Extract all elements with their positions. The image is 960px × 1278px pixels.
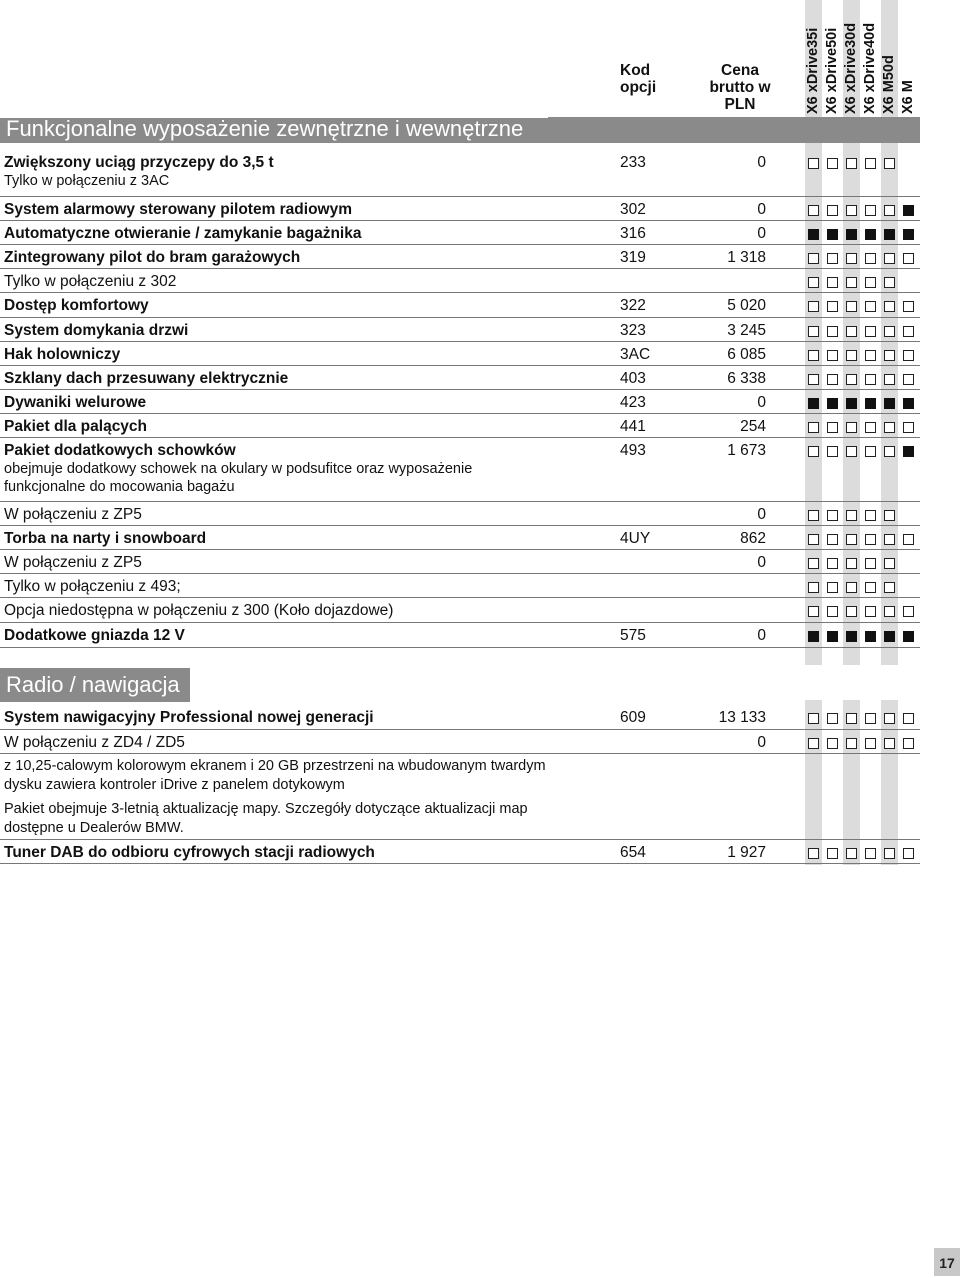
optional-equipment-marker (884, 534, 895, 545)
code-column-header: Kod opcji (620, 62, 657, 96)
option-price: 0 (757, 201, 766, 218)
option-code: 322 (620, 297, 646, 314)
option-code: 423 (620, 394, 646, 411)
optional-equipment-marker (884, 606, 895, 617)
optional-equipment-marker (903, 848, 914, 859)
optional-equipment-marker (865, 277, 876, 288)
optional-equipment-marker (884, 738, 895, 749)
option-price: 5 020 (727, 297, 766, 314)
optional-equipment-marker (884, 326, 895, 337)
option-price: 13 133 (718, 709, 766, 726)
optional-equipment-marker (846, 446, 857, 457)
option-code: 441 (620, 418, 646, 435)
model-name: X6 xDrive50i (823, 27, 840, 114)
optional-equipment-marker (846, 606, 857, 617)
standard-equipment-marker (808, 229, 819, 240)
optional-equipment-marker (865, 301, 876, 312)
option-label: System domykania drzwi (4, 322, 189, 339)
option-label: W połączeniu z ZD4 / ZD5 (4, 734, 185, 751)
optional-equipment-marker (827, 350, 838, 361)
option-label: Pakiet dla palących (4, 418, 148, 435)
option-row (0, 318, 920, 342)
optional-equipment-marker (865, 350, 876, 361)
optional-equipment-marker (808, 277, 819, 288)
optional-equipment-marker (808, 253, 819, 264)
option-price: 3 245 (727, 322, 766, 339)
optional-equipment-marker (808, 301, 819, 312)
optional-equipment-marker (884, 374, 895, 385)
optional-equipment-marker (827, 534, 838, 545)
optional-equipment-marker (903, 713, 914, 724)
standard-equipment-marker (903, 446, 914, 457)
optional-equipment-marker (903, 326, 914, 337)
optional-equipment-marker (884, 510, 895, 521)
optional-equipment-marker (846, 253, 857, 264)
optional-equipment-marker (865, 422, 876, 433)
option-price: 0 (757, 225, 766, 242)
model-name: X6 xDrive40d (861, 22, 878, 114)
optional-equipment-marker (865, 582, 876, 593)
model-name: X6 M50d (880, 55, 897, 114)
standard-equipment-marker (808, 631, 819, 642)
optional-equipment-marker (884, 253, 895, 264)
optional-equipment-marker (808, 738, 819, 749)
option-row (0, 502, 920, 526)
standard-equipment-marker (846, 631, 857, 642)
option-code: 403 (620, 370, 646, 387)
optional-equipment-marker (884, 422, 895, 433)
option-label: System alarmowy sterowany pilotem radiowym (4, 201, 353, 218)
optional-equipment-marker (846, 582, 857, 593)
optional-equipment-marker (808, 158, 819, 169)
row-divider (0, 647, 920, 648)
standard-equipment-marker (865, 229, 876, 240)
optional-equipment-marker (846, 558, 857, 569)
optional-equipment-marker (808, 848, 819, 859)
model-header (805, 4, 822, 112)
standard-equipment-marker (865, 398, 876, 409)
optional-equipment-marker (884, 205, 895, 216)
option-price: 862 (740, 530, 766, 547)
optional-equipment-marker (903, 301, 914, 312)
option-row (0, 550, 920, 574)
option-price: 6 338 (727, 370, 766, 387)
section-header (0, 118, 548, 143)
optional-equipment-marker (903, 253, 914, 264)
option-note: Tylko w połączeniu z 3AC (4, 173, 170, 189)
optional-equipment-marker (846, 534, 857, 545)
option-row (0, 754, 920, 797)
option-row (0, 623, 920, 648)
standard-equipment-marker (808, 398, 819, 409)
optional-equipment-marker (865, 158, 876, 169)
optional-equipment-marker (827, 326, 838, 337)
optional-equipment-marker (884, 558, 895, 569)
optional-equipment-marker (827, 848, 838, 859)
option-price: 0 (757, 734, 766, 751)
option-row (0, 269, 920, 293)
optional-equipment-marker (865, 558, 876, 569)
optional-equipment-marker (903, 534, 914, 545)
optional-equipment-marker (865, 326, 876, 337)
model-name: X6 xDrive30d (842, 22, 859, 114)
optional-equipment-marker (808, 350, 819, 361)
option-label: W połączeniu z ZP5 (4, 506, 142, 523)
option-row (0, 797, 920, 840)
option-label: Pakiet dodatkowych schowków (4, 442, 236, 459)
standard-equipment-marker (827, 631, 838, 642)
option-row (0, 438, 920, 502)
option-price: 0 (757, 506, 766, 523)
optional-equipment-marker (846, 350, 857, 361)
optional-equipment-marker (846, 205, 857, 216)
option-row (0, 150, 920, 197)
option-row (0, 705, 920, 730)
optional-equipment-marker (884, 446, 895, 457)
standard-equipment-marker (903, 229, 914, 240)
standard-equipment-marker (884, 229, 895, 240)
optional-equipment-marker (865, 510, 876, 521)
option-label: Automatyczne otwieranie / zamykanie bagażnika (4, 225, 362, 242)
option-label: z 10,25-calowym kolorowym ekranem i 20 GB przestrzeni na wbudowanym twardym dysku zawiera kontroler iDrive z panelem dotykowym (4, 758, 546, 793)
option-price: 1 318 (727, 249, 766, 266)
standard-equipment-marker (827, 398, 838, 409)
optional-equipment-marker (808, 713, 819, 724)
option-code: 302 (620, 201, 646, 218)
optional-equipment-marker (884, 350, 895, 361)
option-row (0, 526, 920, 550)
optional-equipment-marker (865, 713, 876, 724)
optional-equipment-marker (884, 301, 895, 312)
section-bar-extension (548, 117, 920, 143)
standard-equipment-marker (846, 398, 857, 409)
option-label: W połączeniu z ZP5 (4, 554, 142, 571)
option-label: Szklany dach przesuwany elektrycznie (4, 370, 289, 387)
option-label: Opcja niedostępna w połączeniu z 300 (Koło dojazdowe) (4, 602, 394, 619)
option-label: Hak holowniczy (4, 346, 121, 363)
option-price: 1 927 (727, 844, 766, 861)
option-label: Torba na narty i snowboard (4, 530, 207, 547)
optional-equipment-marker (846, 277, 857, 288)
standard-equipment-marker (884, 398, 895, 409)
optional-equipment-marker (827, 422, 838, 433)
option-price: 0 (757, 154, 766, 171)
optional-equipment-marker (884, 848, 895, 859)
optional-equipment-marker (903, 374, 914, 385)
model-header (900, 4, 917, 112)
optional-equipment-marker (827, 301, 838, 312)
section-header (0, 668, 190, 702)
optional-equipment-marker (827, 738, 838, 749)
optional-equipment-marker (846, 158, 857, 169)
standard-equipment-marker (827, 229, 838, 240)
option-code: 575 (620, 627, 646, 644)
row-divider (0, 863, 920, 864)
option-label: Pakiet obejmuje 3-letnią aktualizację mapy. Szczegóły dotyczące aktualizacji map dostępne u Dealerów BMW. (4, 801, 528, 836)
optional-equipment-marker (865, 374, 876, 385)
option-price: 254 (740, 418, 766, 435)
model-header (824, 4, 841, 112)
optional-equipment-marker (884, 582, 895, 593)
page-number: 17 (934, 1248, 960, 1276)
optional-equipment-marker (865, 253, 876, 264)
option-price: 0 (757, 394, 766, 411)
optional-equipment-marker (865, 848, 876, 859)
option-note: obejmuje dodatkowy schowek na okulary w podsufitce oraz wyposażenie funkcjonalne do mocowania bagażu (4, 461, 473, 495)
option-price: 1 673 (727, 442, 766, 459)
optional-equipment-marker (846, 374, 857, 385)
option-code: 319 (620, 249, 646, 266)
option-row (0, 414, 920, 438)
option-label: Tylko w połączeniu z 302 (4, 273, 177, 290)
optional-equipment-marker (827, 510, 838, 521)
optional-equipment-marker (846, 713, 857, 724)
section-title: Radio / nawigacja (6, 672, 180, 697)
optional-equipment-marker (808, 534, 819, 545)
standard-equipment-marker (903, 398, 914, 409)
option-row (0, 730, 920, 754)
option-code: 3AC (620, 346, 651, 363)
optional-equipment-marker (827, 158, 838, 169)
optional-equipment-marker (808, 326, 819, 337)
option-code: 609 (620, 709, 646, 726)
optional-equipment-marker (903, 606, 914, 617)
option-row (0, 342, 920, 366)
price-column-header: Cena brutto w PLN (709, 62, 771, 113)
optional-equipment-marker (808, 422, 819, 433)
optional-equipment-marker (884, 158, 895, 169)
option-price: 0 (757, 627, 766, 644)
option-label: Tylko w połączeniu z 493; (4, 578, 181, 595)
optional-equipment-marker (808, 510, 819, 521)
option-row (0, 840, 920, 864)
option-price: 0 (757, 554, 766, 571)
optional-equipment-marker (827, 582, 838, 593)
section-title: Funkcjonalne wyposażenie zewnętrzne i wewnętrzne (6, 116, 524, 141)
optional-equipment-marker (903, 350, 914, 361)
option-row (0, 598, 920, 623)
model-name: X6 xDrive35i (804, 27, 821, 114)
optional-equipment-marker (808, 205, 819, 216)
standard-equipment-marker (903, 631, 914, 642)
optional-equipment-marker (808, 606, 819, 617)
optional-equipment-marker (827, 277, 838, 288)
option-code: 316 (620, 225, 646, 242)
optional-equipment-marker (846, 510, 857, 521)
option-label: Tuner DAB do odbioru cyfrowych stacji radiowych (4, 844, 375, 861)
standard-equipment-marker (865, 631, 876, 642)
option-label: Dostęp komfortowy (4, 297, 149, 314)
optional-equipment-marker (808, 374, 819, 385)
model-header (862, 4, 879, 112)
optional-equipment-marker (903, 738, 914, 749)
option-code: 493 (620, 442, 646, 459)
optional-equipment-marker (865, 446, 876, 457)
optional-equipment-marker (846, 422, 857, 433)
option-row (0, 574, 920, 598)
option-code: 323 (620, 322, 646, 339)
option-label: System nawigacyjny Professional nowej generacji (4, 709, 374, 726)
optional-equipment-marker (827, 374, 838, 385)
optional-equipment-marker (865, 205, 876, 216)
option-code: 4UY (620, 530, 651, 547)
option-code: 654 (620, 844, 646, 861)
optional-equipment-marker (808, 558, 819, 569)
option-row (0, 221, 920, 245)
standard-equipment-marker (846, 229, 857, 240)
option-label: Zwiększony uciąg przyczepy do 3,5 t (4, 154, 274, 171)
option-row (0, 197, 920, 221)
optional-equipment-marker (827, 253, 838, 264)
optional-equipment-marker (846, 848, 857, 859)
optional-equipment-marker (827, 558, 838, 569)
optional-equipment-marker (846, 301, 857, 312)
optional-equipment-marker (865, 738, 876, 749)
optional-equipment-marker (865, 606, 876, 617)
optional-equipment-marker (827, 205, 838, 216)
option-price: 6 085 (727, 346, 766, 363)
optional-equipment-marker (865, 534, 876, 545)
option-label: Dywaniki welurowe (4, 394, 147, 411)
standard-equipment-marker (903, 205, 914, 216)
optional-equipment-marker (846, 738, 857, 749)
option-row (0, 245, 920, 269)
option-row (0, 293, 920, 318)
optional-equipment-marker (827, 446, 838, 457)
model-name: X6 M (899, 80, 916, 114)
option-row (0, 366, 920, 390)
model-header (881, 4, 898, 112)
optional-equipment-marker (846, 326, 857, 337)
optional-equipment-marker (903, 422, 914, 433)
optional-equipment-marker (884, 277, 895, 288)
optional-equipment-marker (827, 606, 838, 617)
option-label: Dodatkowe gniazda 12 V (4, 627, 185, 644)
standard-equipment-marker (884, 631, 895, 642)
model-header (843, 4, 860, 112)
optional-equipment-marker (884, 713, 895, 724)
option-row (0, 390, 920, 414)
optional-equipment-marker (827, 713, 838, 724)
option-code: 233 (620, 154, 646, 171)
option-label: Zintegrowany pilot do bram garażowych (4, 249, 301, 266)
optional-equipment-marker (808, 582, 819, 593)
optional-equipment-marker (808, 446, 819, 457)
